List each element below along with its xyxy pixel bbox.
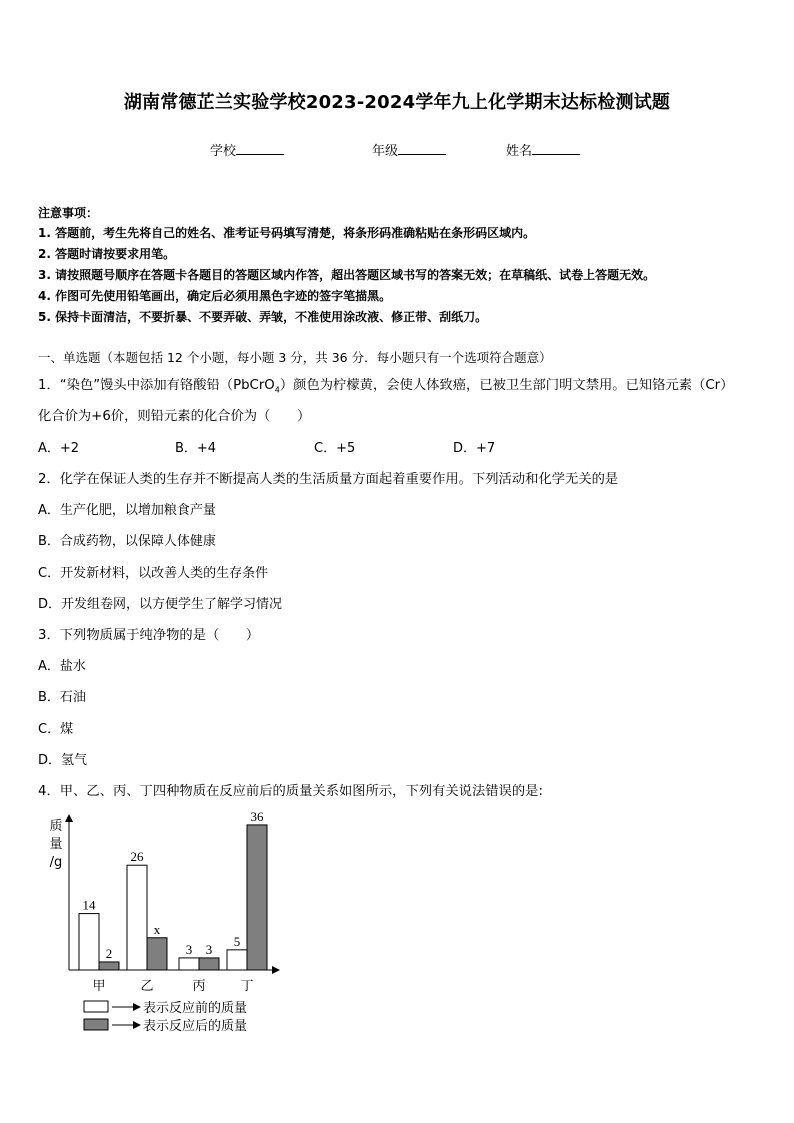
q2-option-b[interactable]: B．合成药物，以保障人体健康 bbox=[38, 534, 216, 549]
bar bbox=[79, 914, 99, 970]
category-tick-label: 丙 bbox=[192, 979, 206, 994]
y-axis-label: 质 bbox=[49, 819, 63, 834]
category-tick-label: 丁 bbox=[240, 979, 254, 994]
bar bbox=[227, 950, 247, 970]
q2-option-d[interactable]: D．开发组卷网，以方便学生了解学习情况 bbox=[38, 597, 283, 612]
legend-swatch bbox=[84, 1019, 108, 1030]
legend-label: 表示反应前的质量 bbox=[143, 1001, 248, 1016]
bar-data-label: 14 bbox=[82, 897, 96, 913]
note-item: 3. 请按照题号顺序在答题卡各题目的答题区域内作答，超出答题区域书写的答案无效；在草稿纸、试卷上答题无效。 bbox=[38, 268, 656, 282]
section-heading: 一、单选题（本题包括 12 个小题，每小题 3 分，共 36 分．每小题只有一个选项符合题意） bbox=[38, 350, 552, 365]
bar-data-label: x bbox=[153, 921, 161, 937]
note-item: 2. 答题时请按要求用笔。 bbox=[38, 247, 176, 261]
bar-data-label: 2 bbox=[105, 945, 113, 961]
bar-data-label: 3 bbox=[185, 941, 193, 957]
q1-stem-line2: 化合价为+6价，则铅元素的化合价为（ ） bbox=[38, 409, 311, 424]
notes-heading: 注意事项： bbox=[38, 206, 99, 220]
q3-option-a[interactable]: A．盐水 bbox=[38, 659, 86, 674]
y-axis-label: /g bbox=[49, 855, 63, 870]
bar bbox=[99, 962, 119, 970]
legend-arrow-head bbox=[133, 1021, 141, 1029]
category-tick-label: 乙 bbox=[140, 979, 154, 994]
bar-data-label: 5 bbox=[233, 933, 241, 949]
q3-option-c[interactable]: C．煤 bbox=[38, 722, 74, 737]
y-axis-arrow bbox=[65, 814, 73, 822]
q1-option-b[interactable]: B．+4 bbox=[175, 441, 217, 456]
q2-stem: 2．化学在保证人类的生存并不断提高人类的生活质量方面起着重要作用。下列活动和化学无关的是 bbox=[38, 472, 619, 487]
note-item: 5. 保持卡面清洁，不要折暴、不要弄破、弄皱，不准使用涂改液、修正带、刮纸刀。 bbox=[38, 310, 488, 324]
q1-stem-line1: 1．“染色”馒头中添加有铬酸铅（PbCrO$_4$）颜色为柠檬黄，会使人体致癌，已被卫生部门明文禁用。已知铬元素（Cr） bbox=[38, 378, 734, 395]
bar bbox=[147, 938, 167, 970]
legend-arrow-head bbox=[133, 1003, 141, 1011]
q1-option-c[interactable]: C．+5 bbox=[314, 441, 356, 456]
school-field[interactable]: 学校 bbox=[210, 140, 284, 159]
q2-option-c[interactable]: C．开发新材料，以改善人类的生存条件 bbox=[38, 566, 269, 581]
bar bbox=[247, 825, 267, 970]
q1-option-a[interactable]: A．+2 bbox=[38, 441, 80, 456]
category-tick-label: 甲 bbox=[92, 979, 106, 994]
bar-data-label: 26 bbox=[130, 849, 144, 865]
grade-field[interactable]: 年级 bbox=[372, 140, 446, 159]
bar-data-label: 3 bbox=[205, 941, 213, 957]
q3-stem: 3．下列物质属于纯净物的是（ ） bbox=[38, 628, 260, 643]
q4-stem: 4．甲、乙、丙、丁四种物质在反应前后的质量关系如图所示，下列有关说法错误的是: bbox=[38, 784, 543, 799]
note-item: 1. 答题前，考生先将自己的姓名、准考证号码填写清楚，将条形码准确粘贴在条形码区域内。 bbox=[38, 226, 536, 240]
legend-swatch bbox=[84, 1001, 108, 1012]
q1-option-d[interactable]: D．+7 bbox=[453, 441, 496, 456]
bar bbox=[127, 865, 147, 970]
q3-option-d[interactable]: D．氢气 bbox=[38, 753, 88, 768]
y-axis-label: 量 bbox=[49, 837, 63, 852]
bar bbox=[179, 958, 199, 970]
name-field[interactable]: 姓名 bbox=[506, 140, 580, 159]
bar bbox=[199, 958, 219, 970]
legend-label: 表示反应后的质量 bbox=[143, 1019, 248, 1034]
note-item: 4. 作图可先使用铅笔画出，确定后必须用黑色字迹的签字笔描黑。 bbox=[38, 289, 392, 303]
mass-bar-chart bbox=[40, 808, 300, 1043]
q3-option-b[interactable]: B．石油 bbox=[38, 690, 86, 705]
q2-option-a[interactable]: A．生产化肥，以增加粮食产量 bbox=[38, 503, 216, 518]
x-axis-arrow bbox=[272, 966, 280, 974]
page-title: 湖南常德芷兰实验学校2023-2024学年九上化学期末达标检测试题 bbox=[123, 92, 671, 113]
bar-data-label: 36 bbox=[250, 808, 264, 824]
